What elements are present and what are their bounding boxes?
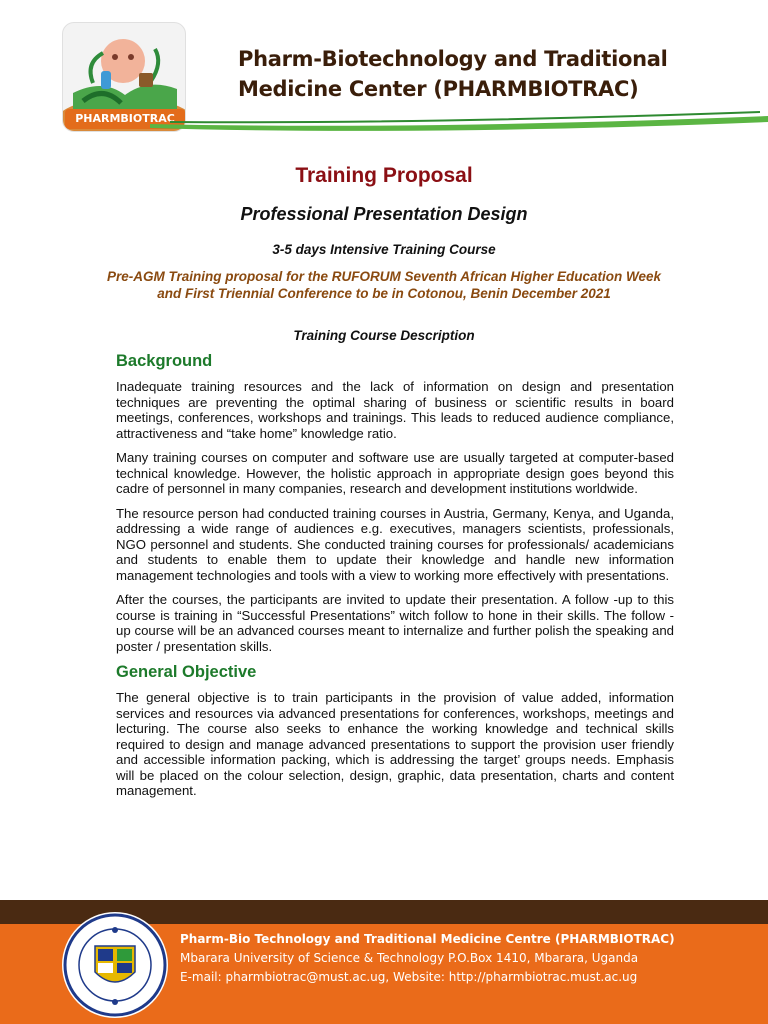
organization-title-line-2: Medicine Center (PHARMBIOTRAC): [238, 77, 639, 101]
organization-title-line-1: Pharm-Biotechnology and Traditional: [238, 47, 668, 71]
background-paragraph-4: After the courses, the participants are invited to update their presentation. A follow -up to this course is training in “Successful Presentations” witch follow to hone in their skills. The follow -up course will be an advanced courses meant to internalize and further polish the speaking and poster / presentation skills.: [116, 592, 674, 654]
objective-heading: General Objective: [116, 663, 257, 681]
footer-contact: [180, 930, 740, 987]
preagm-note: Pre-AGM Training proposal for the RUFORUM Seventh African Higher Education Week and First Triennial Conference to be in Cotonou, Benin December 2021: [106, 269, 662, 301]
background-paragraph-3: The resource person had conducted training courses in Austria, Germany, Kenya, and Uganda, addressing a wide range of audiences e.g. executives, managers scientists, professionals, NGO personnel and students. She conducted training courses for professionals/ academicians and students to enable them to update their knowledge and handle new information management technologies and tools with a view to working more effectively with presentations.: [116, 505, 674, 583]
footer-org-name: Pharm-Bio Technology and Traditional Medicine Centre (PHARMBIOTRAC): [180, 932, 675, 946]
page-header: [0, 0, 768, 140]
footer-address: Mbarara University of Science & Technology P.O.Box 1410, Mbarara, Uganda: [180, 951, 639, 965]
course-duration: 3-5 days Intensive Training Course: [272, 242, 496, 257]
background-paragraph-2: Many training courses on computer and software use are usually targeted at computer-based technical knowledge. However, the holistic approach in appropriate design goes beyond this cadre of personnel in many companies, research and development institutions worldwide.: [116, 450, 674, 496]
footer-email-website: E-mail: pharmbiotrac@must.ac.ug, Website: http://pharmbiotrac.must.ac.ug: [180, 970, 638, 984]
header-swoosh: [0, 100, 768, 136]
course-title: Professional Presentation Design: [240, 204, 528, 224]
proposal-title: Training Proposal: [295, 164, 473, 187]
logo-label: PHARMBIOTRAC: [65, 109, 185, 129]
objective-paragraph: The general objective is to train participants in the provision of value added, information services and resources via advanced presentations for conferences, workshops, meetings and lecturing. The course also seeks to enhance the working knowledge and technical skills required to design and manage advanced presentations to support the provision user friendly and accessible information packing, which is addressing the target’ groups needs. Emphasis will be placed on the colour selection, design, graphic, data presentation, charts and content management.: [116, 690, 674, 798]
course-description-heading: Training Course Description: [293, 328, 475, 343]
organization-title: [238, 44, 758, 104]
background-heading: Background: [116, 352, 213, 370]
main-content: [116, 352, 674, 808]
background-paragraph-1: Inadequate training resources and the lack of information on design and presentation techniques are preventing the optimal sharing of business or scientific results in board meetings, conferences, workshops and trainings. This leads to reduced audience compliance, attractiveness and “take home” knowledge ratio.: [116, 379, 674, 441]
university-seal-icon: [60, 910, 170, 1020]
